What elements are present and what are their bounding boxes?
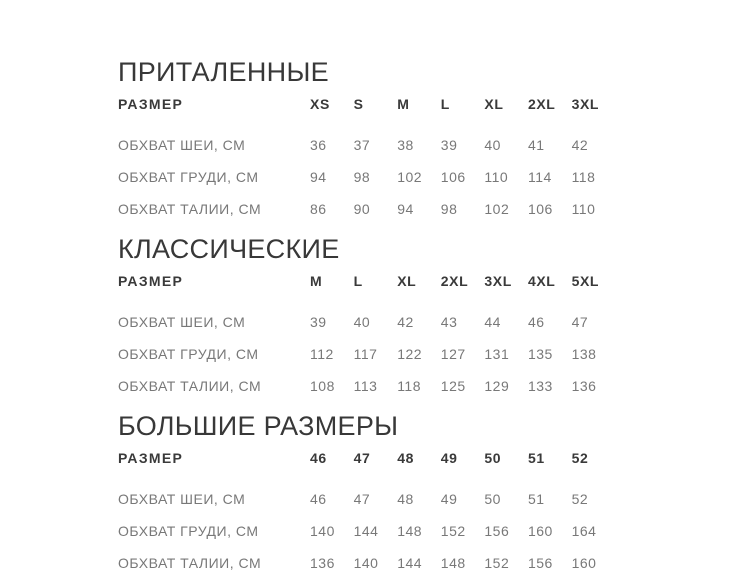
section-title: БОЛЬШИЕ РАЗМЕРЫ [118,411,399,441]
column-header: 3XL [571,96,600,112]
cell-value: 98 [353,169,371,185]
column-header: 2XL [440,273,469,289]
cell-value: 148 [440,555,466,571]
cell-value: 122 [397,346,423,362]
table-row [118,200,615,218]
cell-value: 102 [484,201,510,217]
table-header-row [118,272,615,290]
cell-value: 133 [527,378,553,394]
cell-value: 52 [571,491,589,507]
cell-value: 86 [310,201,327,217]
cell-value: 102 [397,169,423,185]
table-row [118,522,615,540]
cell-value: 36 [310,137,327,153]
cell-value: 125 [440,378,466,394]
cell-value: 42 [397,314,414,330]
cell-value: 106 [527,201,553,217]
cell-value: 39 [310,314,327,330]
cell-value: 114 [527,169,552,185]
cell-value: 41 [527,137,545,153]
cell-value: 94 [310,169,327,185]
table-row [118,136,615,154]
cell-value: 47 [353,491,371,507]
column-header: L [353,273,363,289]
table-row [118,490,615,508]
cell-value: 160 [571,555,597,571]
cell-value: 156 [527,555,553,571]
cell-value: 37 [353,137,371,153]
column-header: 51 [527,450,545,466]
section-title: КЛАССИЧЕСКИЕ [118,234,340,264]
cell-value: 152 [440,523,466,539]
cell-value: 110 [571,201,596,217]
column-header: M [397,96,410,112]
row-label: ОБХВАТ ГРУДИ, СМ [118,169,259,185]
cell-value: 117 [353,346,378,362]
cell-value: 131 [484,346,510,362]
cell-value: 118 [397,378,422,394]
column-header: S [353,96,364,112]
cell-value: 156 [484,523,510,539]
row-label: ОБХВАТ ТАЛИИ, СМ [118,555,262,571]
cell-value: 106 [440,169,466,185]
row-label: ОБХВАТ ГРУДИ, СМ [118,346,259,362]
table-header-row [118,95,615,113]
size-header-label: РАЗМЕР [118,96,184,112]
column-header: 3XL [484,273,512,289]
cell-value: 136 [310,555,335,571]
cell-value: 136 [571,378,597,394]
cell-value: 94 [397,201,414,217]
cell-value: 112 [310,346,334,362]
cell-value: 40 [484,137,501,153]
section-title: ПРИТАЛЕННЫЕ [118,57,329,87]
table-row [118,554,615,572]
column-header: XL [484,96,504,112]
cell-value: 140 [310,523,335,539]
cell-value: 127 [440,346,466,362]
cell-value: 118 [571,169,596,185]
column-header: 49 [440,450,458,466]
column-header: 48 [397,450,414,466]
column-header: 4XL [527,273,556,289]
cell-value: 48 [397,491,414,507]
row-label: ОБХВАТ ШЕИ, СМ [118,137,246,153]
table-row [118,345,615,363]
size-section [118,235,615,395]
cell-value: 108 [310,378,335,394]
cell-value: 148 [397,523,423,539]
cell-value: 164 [571,523,597,539]
cell-value: 110 [484,169,509,185]
size-guide-content [118,58,615,581]
column-header: 2XL [527,96,556,112]
cell-value: 40 [353,314,371,330]
cell-value: 51 [527,491,545,507]
cell-value: 47 [571,314,589,330]
row-label: ОБХВАТ ТАЛИИ, СМ [118,378,262,394]
cell-value: 90 [353,201,371,217]
column-header: XS [310,96,330,112]
cell-value: 46 [527,314,545,330]
row-label: ОБХВАТ ТАЛИИ, СМ [118,201,262,217]
cell-value: 42 [571,137,589,153]
cell-value: 113 [353,378,378,394]
row-label: ОБХВАТ ГРУДИ, СМ [118,523,259,539]
size-section [118,412,615,572]
row-label: ОБХВАТ ШЕИ, СМ [118,491,246,507]
cell-value: 98 [440,201,458,217]
table-row [118,168,615,186]
cell-value: 138 [571,346,597,362]
cell-value: 44 [484,314,501,330]
cell-value: 49 [440,491,458,507]
column-header: XL [397,273,417,289]
cell-value: 46 [310,491,327,507]
cell-value: 129 [484,378,510,394]
column-header: 52 [571,450,589,466]
cell-value: 38 [397,137,414,153]
column-header: 47 [353,450,371,466]
table-row [118,313,615,331]
table-row [118,377,615,395]
column-header: 5XL [571,273,600,289]
size-header-label: РАЗМЕР [118,273,184,289]
cell-value: 144 [353,523,379,539]
cell-value: 135 [527,346,553,362]
column-header: 46 [310,450,327,466]
cell-value: 160 [527,523,553,539]
size-section [118,58,615,218]
row-label: ОБХВАТ ШЕИ, СМ [118,314,246,330]
cell-value: 152 [484,555,510,571]
cell-value: 50 [484,491,501,507]
cell-value: 39 [440,137,458,153]
size-header-label: РАЗМЕР [118,450,184,466]
column-header: M [310,273,323,289]
cell-value: 43 [440,314,458,330]
column-header: L [440,96,450,112]
cell-value: 140 [353,555,379,571]
column-header: 50 [484,450,502,466]
cell-value: 144 [397,555,423,571]
table-header-row [118,449,615,467]
